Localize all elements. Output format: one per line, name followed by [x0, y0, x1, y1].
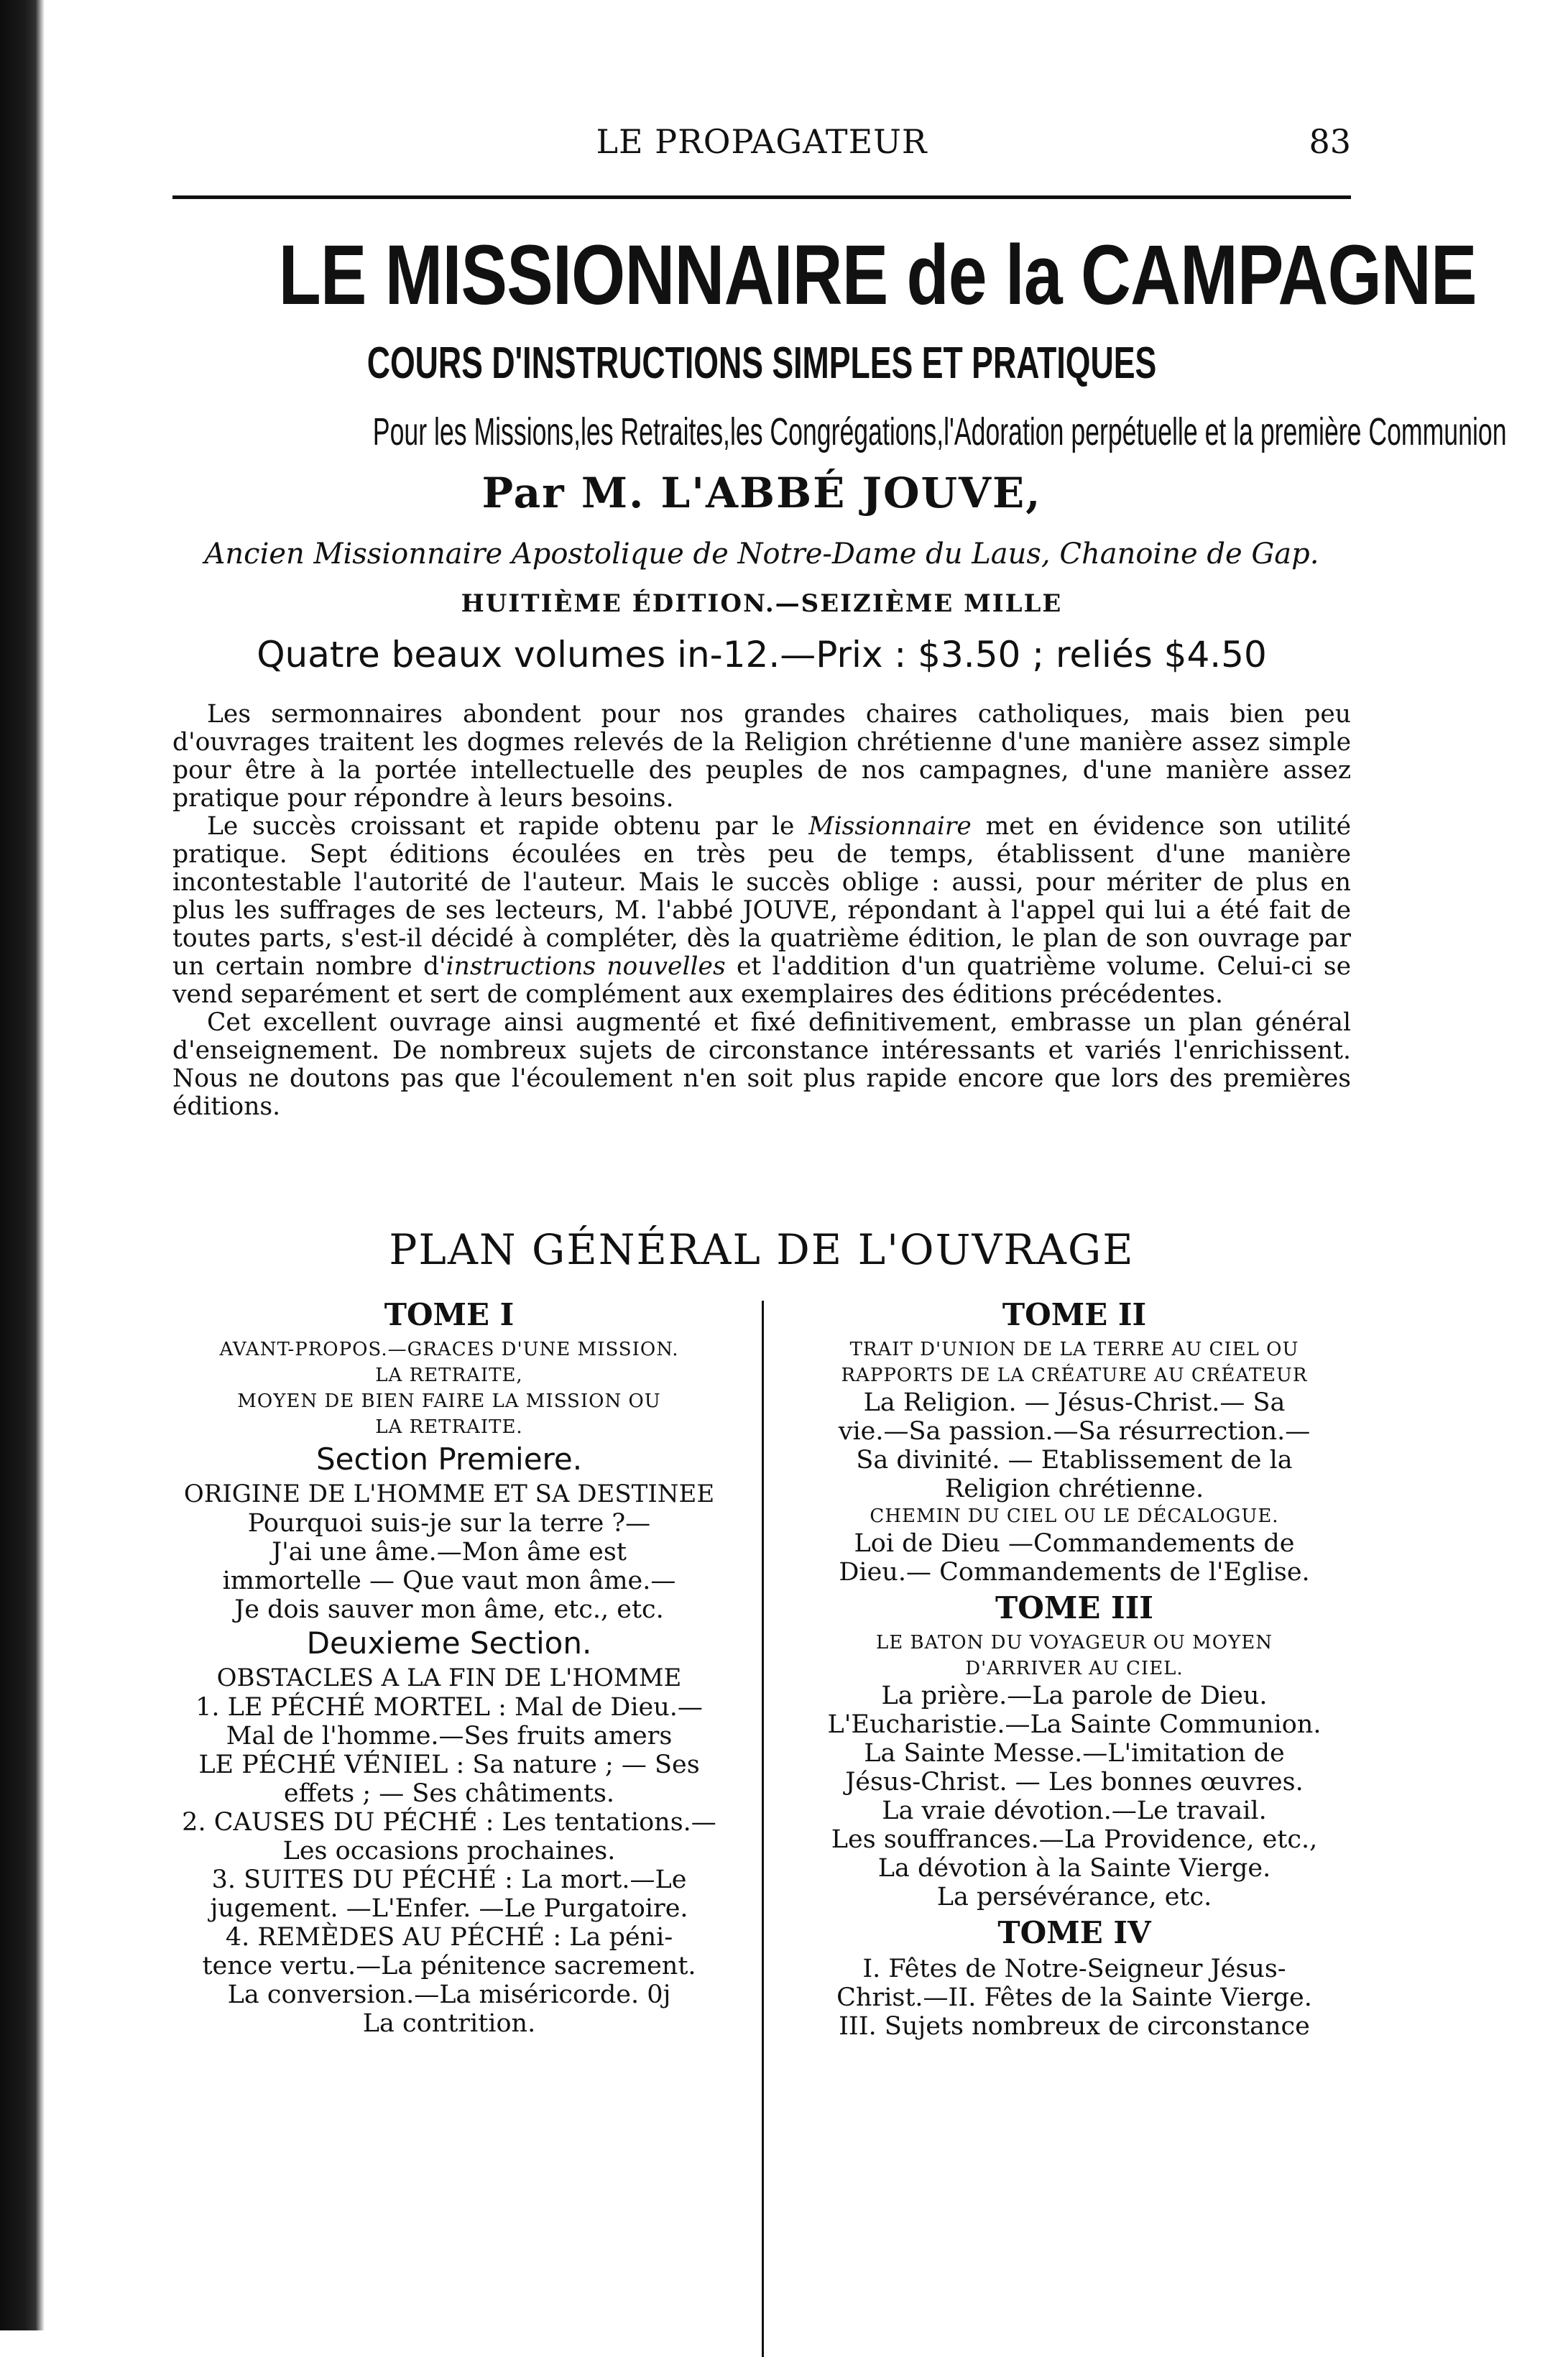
tome-4-heading: TOME IV: [997, 1915, 1151, 1950]
tome-2-subheading: CHEMIN DU CIEL OU LE DÉCALOGUE.: [870, 1505, 1279, 1527]
paragraph-2-part-a: Le succès croissant et rapide obtenu par le: [207, 812, 809, 841]
section-1-heading: Section Premiere.: [315, 1442, 583, 1477]
book-subtitle: COURS D'INSTRUCTIONS SIMPLES ET PRATIQUES: [366, 338, 1157, 388]
section-1-line: Je dois sauver mon âme, etc., etc.: [234, 1595, 664, 1624]
tome-3-heading: TOME III: [995, 1590, 1153, 1625]
tome-3-line: La prière.—La parole de Dieu.: [881, 1682, 1268, 1710]
tome-3-line: La Sainte Messe.—L'imitation de: [864, 1739, 1285, 1768]
author-role: Ancien Missionnaire Apostolique de Notre-Dame du Laus, Chanoine de Gap.: [204, 538, 1319, 571]
running-header: [172, 122, 1351, 172]
tome-4-line: I. Fêtes de Notre-Seigneur Jésus-: [862, 1955, 1286, 1983]
section-2-heading: Deuxieme Section.: [306, 1625, 592, 1661]
paragraph-2-emphasis-2: instructions nouvelles: [446, 952, 726, 981]
description-text: [172, 701, 1351, 1121]
header-rule: [172, 195, 1351, 199]
book-title: LE MISSIONNAIRE de la CAMPAGNE: [278, 228, 1477, 323]
section-2-line: tence vertu.—La pénitence sacrement.: [202, 1952, 696, 1980]
section-2-line: LE PÉCHÉ VÉNIEL : Sa nature ; — Ses: [198, 1751, 700, 1779]
page: [172, 0, 1507, 2330]
book-binding-edge: [0, 0, 45, 2330]
section-2-subheading: OBSTACLES A LA FIN DE L'HOMME: [216, 1664, 682, 1692]
paragraph-2-part-c: et l'addition d'un quatrième volume. Celui-ci se vend separément et sert de complément aux exemplaires des éditions précédentes.: [172, 952, 1351, 1009]
section-2-line: 4. REMÈDES AU PÉCHÉ : La péni-: [225, 1923, 673, 1952]
tome-1-intro-2: LA RETRAITE,: [375, 1365, 523, 1386]
paragraph-3: Cet excellent ouvrage ainsi augmenté et fixé definitivement, embrasse un plan général d'enseignement. De nombreux sujets de circonstance intéressants et variés l'enrichissent. Nous ne doutons pas que l'écoulement n'en soit plus rapide encore que lors des premières éditions.: [172, 1008, 1351, 1121]
tome-4-line: Christ.—II. Fêtes de la Sainte Vierge.: [836, 1983, 1312, 2012]
section-2-line: La contrition.: [362, 2009, 536, 2038]
tome-2-subheading: TRAIT D'UNION DE LA TERRE AU CIEL OU: [849, 1339, 1299, 1360]
tome-2-subheading: RAPPORTS DE LA CRÉATURE AU CRÉATEUR: [841, 1365, 1308, 1386]
section-2-line: 3. SUITES DU PÉCHÉ : La mort.—Le: [211, 1865, 687, 1894]
paragraph-2-part-b: met en évidence son utilité pratique. Sept éditions écoulées en très peu de temps, établissent d'une manière incontestable l'autorité de l'auteur. Mais le succès oblige : aussi, pour mériter de plus en plus les suffrages de ses lecteurs, M. l'abbé JOUVE, répondant à l'appel qui lui a été fait de toutes parts, s'est-il décidé à compléter, dès la quatrième édition, le plan de son ouvrage par un certain nombre d': [172, 812, 1351, 981]
section-2-line: jugement. —L'Enfer. —Le Purgatoire.: [210, 1894, 688, 1923]
section-2-line: Mal de l'homme.—Ses fruits amers: [226, 1722, 673, 1751]
page-number: 83: [1309, 122, 1351, 161]
price-line: Quatre beaux volumes in-12.—Prix : $3.50 ; reliés $4.50: [257, 634, 1267, 675]
tome-3-line: La dévotion à la Sainte Vierge.: [877, 1854, 1271, 1883]
paragraph-2: [172, 813, 1351, 1009]
section-2-line: effets ; — Ses châtiments.: [283, 1779, 615, 1808]
tome-3-line: Jésus-Christ. — Les bonnes œuvres.: [845, 1768, 1304, 1796]
tome-3-line: L'Eucharistie.—La Sainte Communion.: [827, 1710, 1322, 1739]
tome-3-line: La persévérance, etc.: [936, 1883, 1212, 1911]
column-right: [798, 1293, 1351, 2041]
tome-3-subheading: LE BATON DU VOYAGEUR OU MOYEN: [875, 1632, 1273, 1653]
author-line: Par M. L'ABBÉ JOUVE,: [481, 469, 1042, 517]
column-divider: [762, 1301, 764, 2357]
tome-2-line: vie.—Sa passion.—Sa résurrection.—: [838, 1417, 1311, 1446]
section-2-line: Les occasions prochaines.: [282, 1837, 616, 1865]
tome-1-intro-4: LA RETRAITE.: [375, 1416, 523, 1438]
section-2-line: La conversion.—La miséricorde. 0j: [227, 1980, 671, 2009]
tome-2-line: Loi de Dieu —Commandements de: [854, 1529, 1295, 1558]
running-title: LE PROPAGATEUR: [596, 122, 928, 161]
tome-3-line: La vraie dévotion.—Le travail.: [882, 1796, 1267, 1825]
section-2-line: 2. CAUSES DU PÉCHÉ : Les tentations.—: [182, 1808, 716, 1837]
section-2-line: 1. LE PÉCHÉ MORTEL : Mal de Dieu.—: [195, 1693, 703, 1722]
book-purpose: Pour les Missions,les Retraites,les Congrégations,l'Adoration perpétuelle et la première Communion: [372, 410, 1507, 453]
tome-3-line: Les souffrances.—La Providence, etc.,: [831, 1825, 1318, 1854]
tome-2-line: Religion chrétienne.: [944, 1475, 1204, 1503]
edition-line: HUITIÈME ÉDITION.—SEIZIÈME MILLE: [461, 589, 1063, 618]
tome-2-line: Dieu.— Commandements de l'Eglise.: [839, 1558, 1310, 1587]
section-1-subheading: ORIGINE DE L'HOMME ET SA DESTINEE: [183, 1480, 715, 1508]
tome-3-subheading: D'ARRIVER AU CIEL.: [965, 1658, 1184, 1679]
plan-title: PLAN GÉNÉRAL DE L'OUVRAGE: [389, 1225, 1135, 1274]
section-1-line: immortelle — Que vaut mon âme.—: [222, 1567, 676, 1595]
tome-2-line: La Religion. — Jésus-Christ.— Sa: [863, 1388, 1286, 1417]
tome-1-intro-3: MOYEN DE BIEN FAIRE LA MISSION OU: [237, 1390, 661, 1412]
tome-2-heading: TOME II: [1002, 1297, 1147, 1332]
tome-4-line: III. Sujets nombreux de circonstance: [839, 2012, 1310, 2041]
column-left: [172, 1293, 726, 2038]
paragraph-2-emphasis-1: Missionnaire: [808, 812, 972, 841]
paragraph-1: Les sermonnaires abondent pour nos grandes chaires catholiques, mais bien peu d'ouvrages traitent les dogmes relevés de la Religion chrétienne d'une manière assez simple pour être à la portée intellectuelle des peuples de nos campagnes, d'une manière assez pratique pour répondre à leurs besoins.: [172, 700, 1351, 813]
tome-2-line: Sa divinité. — Etablissement de la: [856, 1446, 1293, 1475]
tome-1-intro-1: AVANT-PROPOS.—GRACES D'UNE MISSION.: [219, 1339, 679, 1360]
section-1-line: Pourquoi suis-je sur la terre ?—: [247, 1509, 651, 1538]
tome-1-heading: TOME I: [384, 1297, 515, 1332]
section-1-line: J'ai une âme.—Mon âme est: [272, 1538, 627, 1567]
